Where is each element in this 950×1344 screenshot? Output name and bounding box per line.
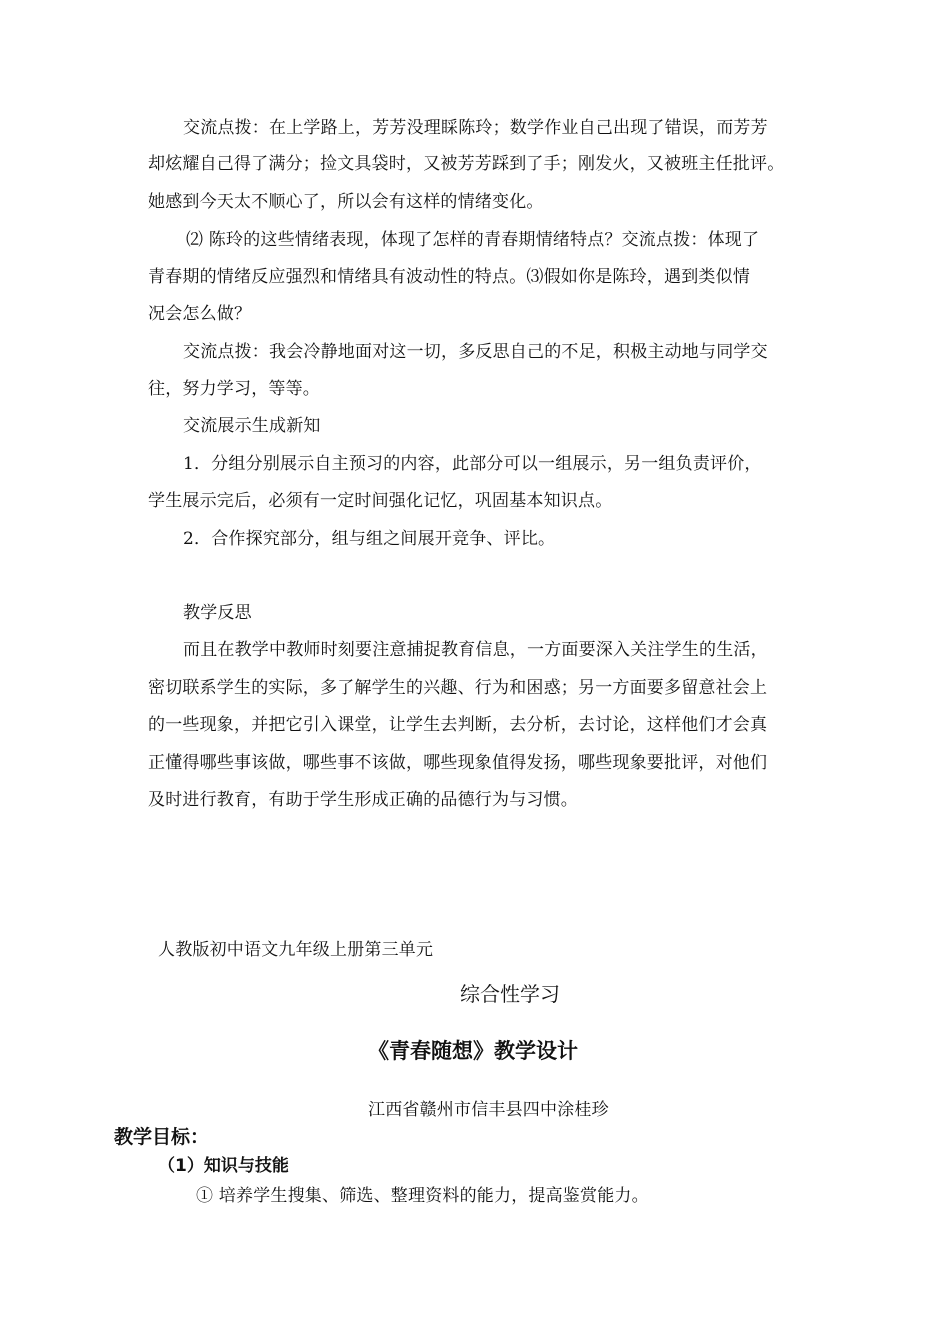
- section-heading: 交流展示生成新知: [183, 416, 321, 436]
- paragraph-line: 学生展示完后，必须有一定时间强化记忆，巩固基本知识点。: [148, 491, 613, 511]
- paragraph-line: 她感到今天太不顺心了，所以会有这样的情绪变化。: [148, 192, 544, 212]
- paragraph-line: 却炫耀自己得了满分；捡文具袋时，又被芳芳踩到了手；刚发火，又被班主任批评。: [148, 154, 785, 174]
- paragraph-line: 况会怎么做？: [148, 304, 252, 324]
- paragraph-line: 正懂得哪些事该做，哪些事不该做，哪些现象值得发扬，哪些现象要批评，对他们: [148, 753, 768, 773]
- unit-label: 人教版初中语文九年级上册第三单元: [158, 940, 434, 960]
- section-heading: 教学反思: [183, 603, 252, 623]
- paragraph-line: 交流点拨：我会冷静地面对这一切，多反思自己的不足，积极主动地与同学交: [183, 342, 768, 362]
- goals-heading: 教学目标：: [114, 1126, 210, 1148]
- paragraph-line: 1．分组分别展示自主预习的内容，此部分可以一组展示，另一组负责评价，: [183, 454, 762, 474]
- lesson-subtitle: 综合性学习: [460, 982, 560, 1006]
- paragraph-line: 青春期的情绪反应强烈和情绪具有波动性的特点。⑶假如你是陈玲，遇到类似情: [148, 267, 750, 287]
- paragraph-line: 往，努力学习，等等。: [148, 379, 320, 399]
- goals-subheading: （1）知识与技能: [158, 1156, 289, 1176]
- author-line: 江西省赣州市信丰县四中涂桂珍: [368, 1100, 609, 1120]
- paragraph-line: 密切联系学生的实际，多了解学生的兴趣、行为和困惑；另一方面要多留意社会上: [148, 678, 768, 698]
- paragraph-line: ⑵ 陈玲的这些情绪表现，体现了怎样的青春期情绪特点？交流点拨：体现了: [186, 230, 760, 250]
- paragraph-line: 而且在教学中教师时刻要注意捕捉教育信息，一方面要深入关注学生的生活，: [183, 640, 768, 660]
- paragraph-line: 交流点拨：在上学路上，芳芳没理睬陈玲；数学作业自己出现了错误，而芳芳: [183, 118, 768, 138]
- goals-item: ① 培养学生搜集、筛选、整理资料的能力，提高鉴赏能力。: [196, 1186, 649, 1206]
- paragraph-line: 的一些现象，并把它引入课堂，让学生去判断，去分析，去讨论，这样他们才会真: [148, 715, 768, 735]
- lesson-title: 《青春随想》教学设计: [368, 1039, 578, 1063]
- paragraph-line: 及时进行教育，有助于学生形成正确的品德行为与习惯。: [148, 790, 578, 810]
- paragraph-line: 2．合作探究部分，组与组之间展开竞争、评比。: [183, 529, 556, 549]
